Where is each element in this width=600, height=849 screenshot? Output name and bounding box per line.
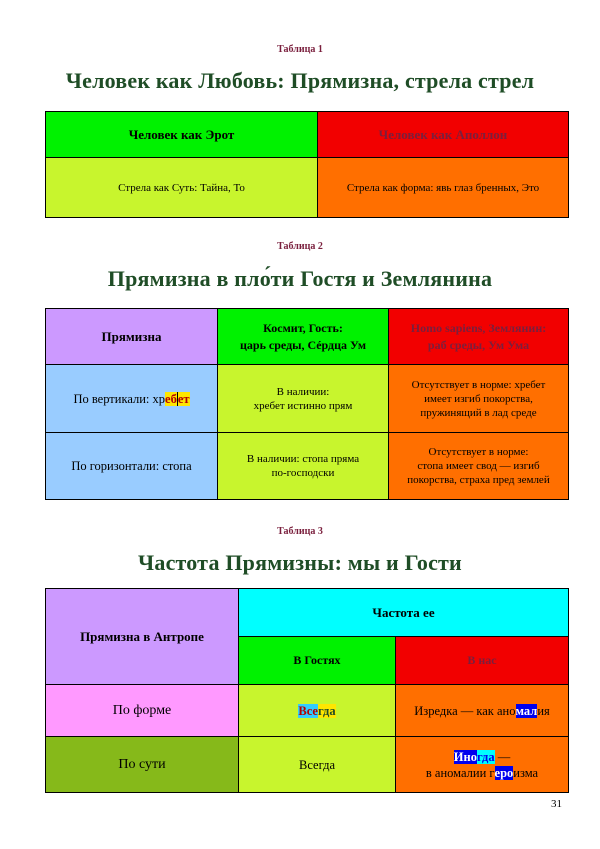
table-2-row-vertical-label	[46, 365, 218, 433]
table-2-header-earthling-line-2: раб среды, Ум Ума	[427, 337, 530, 352]
table-2-header-straightness: Прямизна	[46, 309, 218, 365]
table-2-row-vertical-earthling-line-3: пружинящий в лад среде	[420, 406, 537, 419]
table-3-row-essence-us-highlight-3: еро	[494, 765, 514, 780]
table-2-row-horizontal-earthling-line-1: Отсутствует в норме:	[428, 446, 529, 458]
table-2-row-vertical-guest	[218, 365, 389, 433]
table-2-row-vertical-earthling-line-2: имеет изгиб покорства,	[424, 392, 533, 405]
table-2-caption: Таблица 2	[277, 241, 323, 252]
table-1-cell-eros: Стрела как Суть: Тайна, То	[46, 158, 318, 218]
table-2-header-earthling	[389, 309, 569, 365]
table-1-cell-apollo: Стрела как форма: явь глаз бренных, Это	[318, 158, 569, 218]
table-1-caption: Таблица 1	[277, 44, 323, 55]
table-3-row-form-us	[396, 685, 569, 737]
table-3-row-essence-us-line-2-prefix: в аномалии г	[425, 765, 495, 780]
table-2-header-guest-line-1: Космит, Гость:	[263, 320, 343, 335]
table-3-title: Частота Прямизны: мы и Гости	[138, 550, 462, 575]
table-3-row-form-guests	[239, 685, 396, 737]
table-3-row-essence-us-highlight-2: гда	[476, 749, 495, 764]
page-number: 31	[551, 798, 562, 810]
table-2-header-guest	[218, 309, 389, 365]
table-3-row-form-us-highlight: мал	[515, 703, 538, 718]
table-3-row-essence-us-highlight-1: Ино	[453, 749, 477, 764]
table-3-caption: Таблица 3	[277, 526, 323, 537]
table-2-row-vertical-label-highlight-1: еб	[165, 391, 177, 406]
table-3-row-form-guests-highlight-2: гда	[317, 703, 336, 718]
table-3-row-essence-us-line-2	[400, 765, 564, 781]
table-3-header-frequency: Частота ее	[239, 589, 569, 637]
table-2-header-earthling-line-1: Homo sapiens, Землянин:	[410, 320, 547, 335]
table-3-row-form-us-suffix: ия	[537, 703, 550, 718]
table-3-row-essence-us-dash: —	[494, 749, 511, 764]
table-2-title: Прямизна в пло́ти Гостя и Землянина	[107, 266, 493, 291]
table-3-row-essence-guests: Всегда	[239, 737, 396, 793]
table-2	[45, 308, 569, 500]
table-2-row-vertical-label-prefix: По вертикали: хр	[73, 391, 166, 406]
table-3-row-form-label: По форме	[46, 685, 239, 737]
table-3-row-essence-us	[396, 737, 569, 793]
table-3-row-form-guests-highlight-1: Все	[298, 703, 318, 718]
table-2-row-vertical-guest-line-2: хребет истинно прям	[253, 399, 353, 412]
table-3-row-form-us-prefix: Изредка — как ано	[414, 703, 516, 718]
table-3-row-essence-label: По сути	[46, 737, 239, 793]
table-2-row-horizontal-guest-line-2: по-господски	[271, 467, 335, 479]
table-3-header-in-us: В нас	[396, 637, 569, 685]
table-3-row-essence-us-line-2-suffix: изма	[513, 765, 539, 780]
table-1-title: Человек как Любовь: Прямизна, стрела стрел	[65, 68, 535, 93]
table-1	[45, 111, 569, 218]
table-2-row-horizontal-guest-line-1: В наличии: стопа пряма	[246, 453, 360, 465]
table-3	[45, 588, 569, 793]
table-1-header-eros: Человек как Эрот	[46, 112, 318, 158]
table-2-row-horizontal-earthling	[389, 433, 569, 500]
table-2-header-guest-line-2: царь среды, Сéрдца Ум	[239, 337, 367, 352]
table-2-row-vertical-label-highlight-2: ет	[177, 391, 190, 406]
table-2-row-horizontal-guest	[218, 433, 389, 500]
table-2-row-vertical-earthling-line-1: Отсутствует в норме: хребет	[411, 378, 546, 391]
table-2-row-horizontal-earthling-line-3: покорства, страха пред землей	[407, 474, 550, 486]
table-2-row-vertical-earthling	[389, 365, 569, 433]
table-3-header-in-guests: В Гостях	[239, 637, 396, 685]
table-3-header-anthrop: Прямизна в Антропе	[46, 589, 239, 685]
table-2-row-horizontal-earthling-line-2: стопа имеет свод — изгиб	[417, 460, 540, 472]
table-3-row-essence-us-line-1	[400, 749, 564, 765]
table-1-header-apollo: Человек как Аполлон	[318, 112, 569, 158]
table-2-row-horizontal-label: По горизонтали: стопа	[46, 433, 218, 500]
table-2-row-vertical-guest-line-1: В наличии:	[276, 385, 330, 398]
